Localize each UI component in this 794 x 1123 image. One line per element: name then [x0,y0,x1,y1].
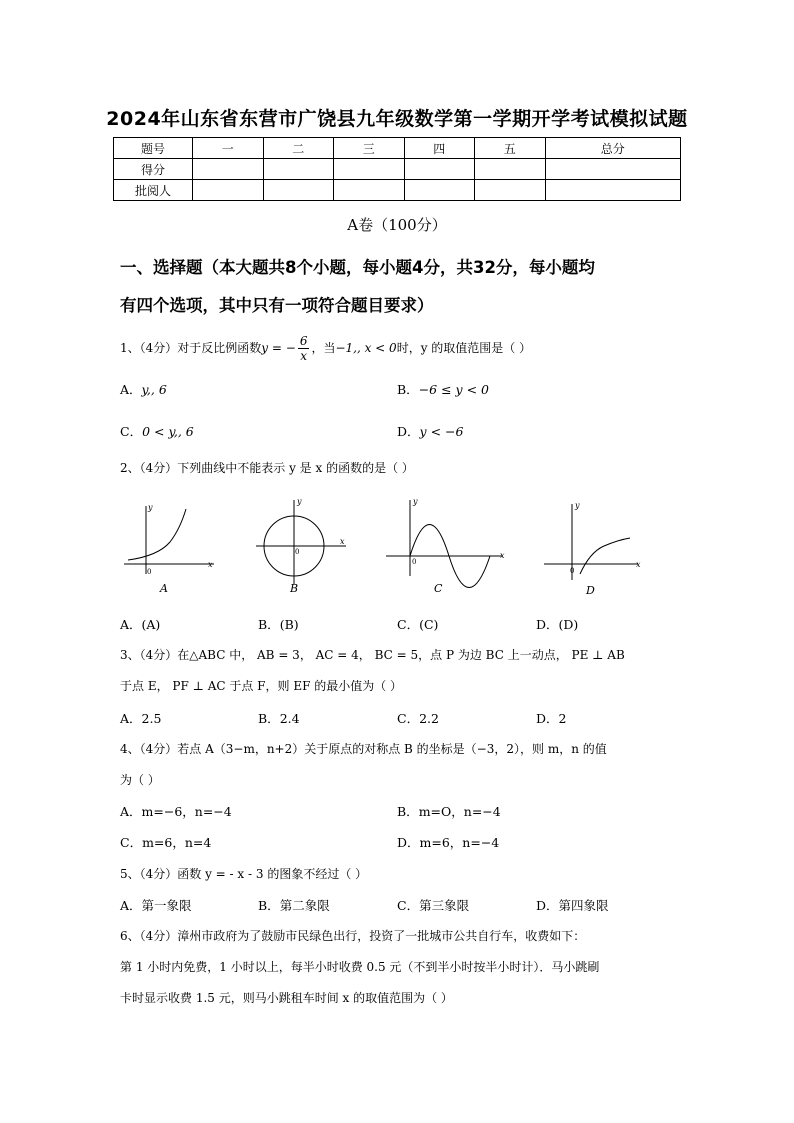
option-label: C． [397,711,420,726]
option-label: A． [120,898,142,913]
option-text: m=−6，n=−4 [141,804,232,819]
graph-b [256,497,346,595]
exam-title: 2024年山东省东营市广饶县九年级数学第一学期开学考试模拟试题 [106,108,688,130]
score-cell [334,159,405,180]
question-1-stem [120,332,680,364]
score-header-cell: 三 [334,138,405,159]
option-label: B． [397,382,419,397]
svg-text:x: x [500,551,505,560]
option-text: 第一象限 [141,898,192,913]
score-table-header [114,138,681,159]
option-text: (B) [279,617,299,632]
score-table-row [114,180,681,201]
q2-option-c[interactable] [397,616,517,633]
question-4-stem-line1: 4、（4分）若点 A（3−m，n+2）关于原点的对称点 B 的坐标是（−3，2），则 m，n 的值 [120,742,607,756]
svg-text:y: y [413,497,418,506]
option-text: 2.2 [419,711,439,726]
score-cell [263,159,334,180]
option-text: 2.5 [141,711,162,726]
q2-option-d[interactable] [536,616,656,633]
q1-stem-b: ，当 [311,341,336,355]
option-label: A． [120,711,142,726]
q1-condition: −1,, x < 0 [335,341,397,355]
section-a-title: A卷（100分） [347,216,447,234]
svg-text:0: 0 [412,558,417,566]
option-label: D． [397,835,420,850]
score-cell [193,180,264,201]
score-cell [193,159,264,180]
q1-formula-lhs: y = − [261,341,296,355]
svg-text:y: y [575,501,580,510]
score-cell [545,180,681,201]
question-4-stem-line2: 为（ ） [120,773,160,787]
option-text: 第四象限 [558,898,609,913]
q1-fraction [298,334,310,363]
option-label: D． [536,898,559,913]
option-label: D． [536,711,559,726]
option-label: C． [120,835,143,850]
part1-heading-line1: 一、选择题（本大题共8个小题，每小题4分，共32分，每小题均 [120,258,595,277]
q3-option-d[interactable] [536,710,656,727]
option-label: B． [397,804,419,819]
option-label: A． [120,382,142,397]
q3-option-c[interactable] [397,710,517,727]
option-label: B． [258,898,280,913]
svg-text:0: 0 [147,568,152,576]
score-header-cell: 一 [193,138,264,159]
score-header-cell: 四 [404,138,475,159]
svg-text:0: 0 [570,567,575,575]
svg-text:y: y [148,503,153,512]
question-3-stem-line2: 于点 E， PF ⊥ AC 于点 F，则 EF 的最小值为（ ） [120,679,403,693]
q5-option-d[interactable] [536,897,656,914]
option-label: D． [397,424,420,439]
score-cell [404,159,475,180]
score-header-cell: 二 [263,138,334,159]
graph-c-label: C [434,582,443,595]
question-6-stem-line2: 第 1 小时内免费，1 小时以上，每半小时收费 0.5 元（不到半小时按半小时计）．马小跳刷 [120,960,600,974]
option-text: m=6，n=−4 [419,835,500,850]
option-text: 2.4 [279,711,300,726]
option-text: 0 < y,, 6 [142,424,194,439]
option-label: C． [397,898,420,913]
score-cell [545,159,681,180]
graph-a [124,503,214,595]
option-text: y < −6 [419,424,464,439]
q5-option-b[interactable] [258,897,378,914]
score-cell [404,180,475,201]
score-header-cell: 总分 [545,138,681,159]
question-2-stem: 2、（4分）下列曲线中不能表示 y 是 x 的函数的是（ ） [120,461,414,475]
svg-text:0: 0 [295,548,300,556]
option-text: y,, 6 [141,382,167,397]
q1-stem-c: 时，y 的取值范围是（ ） [396,341,532,355]
option-label: D． [536,617,559,632]
option-text: (A) [141,617,161,632]
svg-text:x: x [636,560,641,569]
graph-b-label: B [290,582,299,595]
option-label: A． [120,804,142,819]
function-graphs [118,494,678,604]
question-3-stem-line1: 3、（4分）在△ABC 中， AB = 3， AC = 4， BC = 5，点 P 为边 BC 上一动点， PE ⊥ AB [120,648,625,662]
option-text: 2 [558,711,567,726]
svg-text:x: x [208,560,213,569]
q4-option-b[interactable] [397,803,677,820]
graph-a-label: A [160,582,168,595]
score-row-label: 批阅人 [114,180,193,201]
q5-option-c[interactable] [397,897,517,914]
q1-stem-a: 1、（4分）对于反比例函数 [120,341,262,355]
option-text: (D) [558,617,579,632]
score-table-row [114,159,681,180]
score-cell [334,180,405,201]
option-text: m=O，n=−4 [418,804,501,819]
question-6-stem-line3: 卡时显示收费 1.5 元，则马小跳租车时间 x 的取值范围为（ ） [120,991,453,1005]
score-cell [475,180,546,201]
q1-option-b[interactable] [397,381,677,398]
q1-frac-num: 6 [299,334,308,348]
question-5-stem: 5、（4分）函数 y = - x - 3 的图象不经过（ ） [120,867,368,881]
score-cell [263,180,334,201]
q1-option-d[interactable] [397,423,677,440]
score-header-cell: 题号 [114,138,193,159]
graph-d-label: D [586,584,595,597]
option-text: 第三象限 [419,898,470,913]
option-text: m=6，n=4 [142,835,212,850]
option-label: C． [120,424,143,439]
svg-text:y: y [297,497,302,506]
score-header-cell: 五 [475,138,546,159]
graph-d [544,501,641,597]
option-text: −6 ≤ y < 0 [418,382,489,397]
option-label: B． [258,617,280,632]
score-cell [475,159,546,180]
graph-c [386,497,505,595]
svg-text:x: x [340,537,345,546]
q2-option-b[interactable] [258,616,378,633]
option-label: A． [120,617,142,632]
option-text: (C) [419,617,439,632]
score-row-label: 得分 [114,159,193,180]
score-table [113,137,681,201]
option-label: C． [397,617,420,632]
option-label: B． [258,711,280,726]
part1-heading-line2: 有四个选项，其中只有一项符合题目要求） [120,296,434,315]
q3-option-b[interactable] [258,710,378,727]
q4-option-d[interactable] [397,834,677,851]
question-6-stem-line1: 6、（4分）漳州市政府为了鼓励市民绿色出行，投资了一批城市公共自行车，收费如下： [120,929,586,943]
option-text: 第二象限 [279,898,330,913]
q1-frac-den: x [300,349,308,363]
